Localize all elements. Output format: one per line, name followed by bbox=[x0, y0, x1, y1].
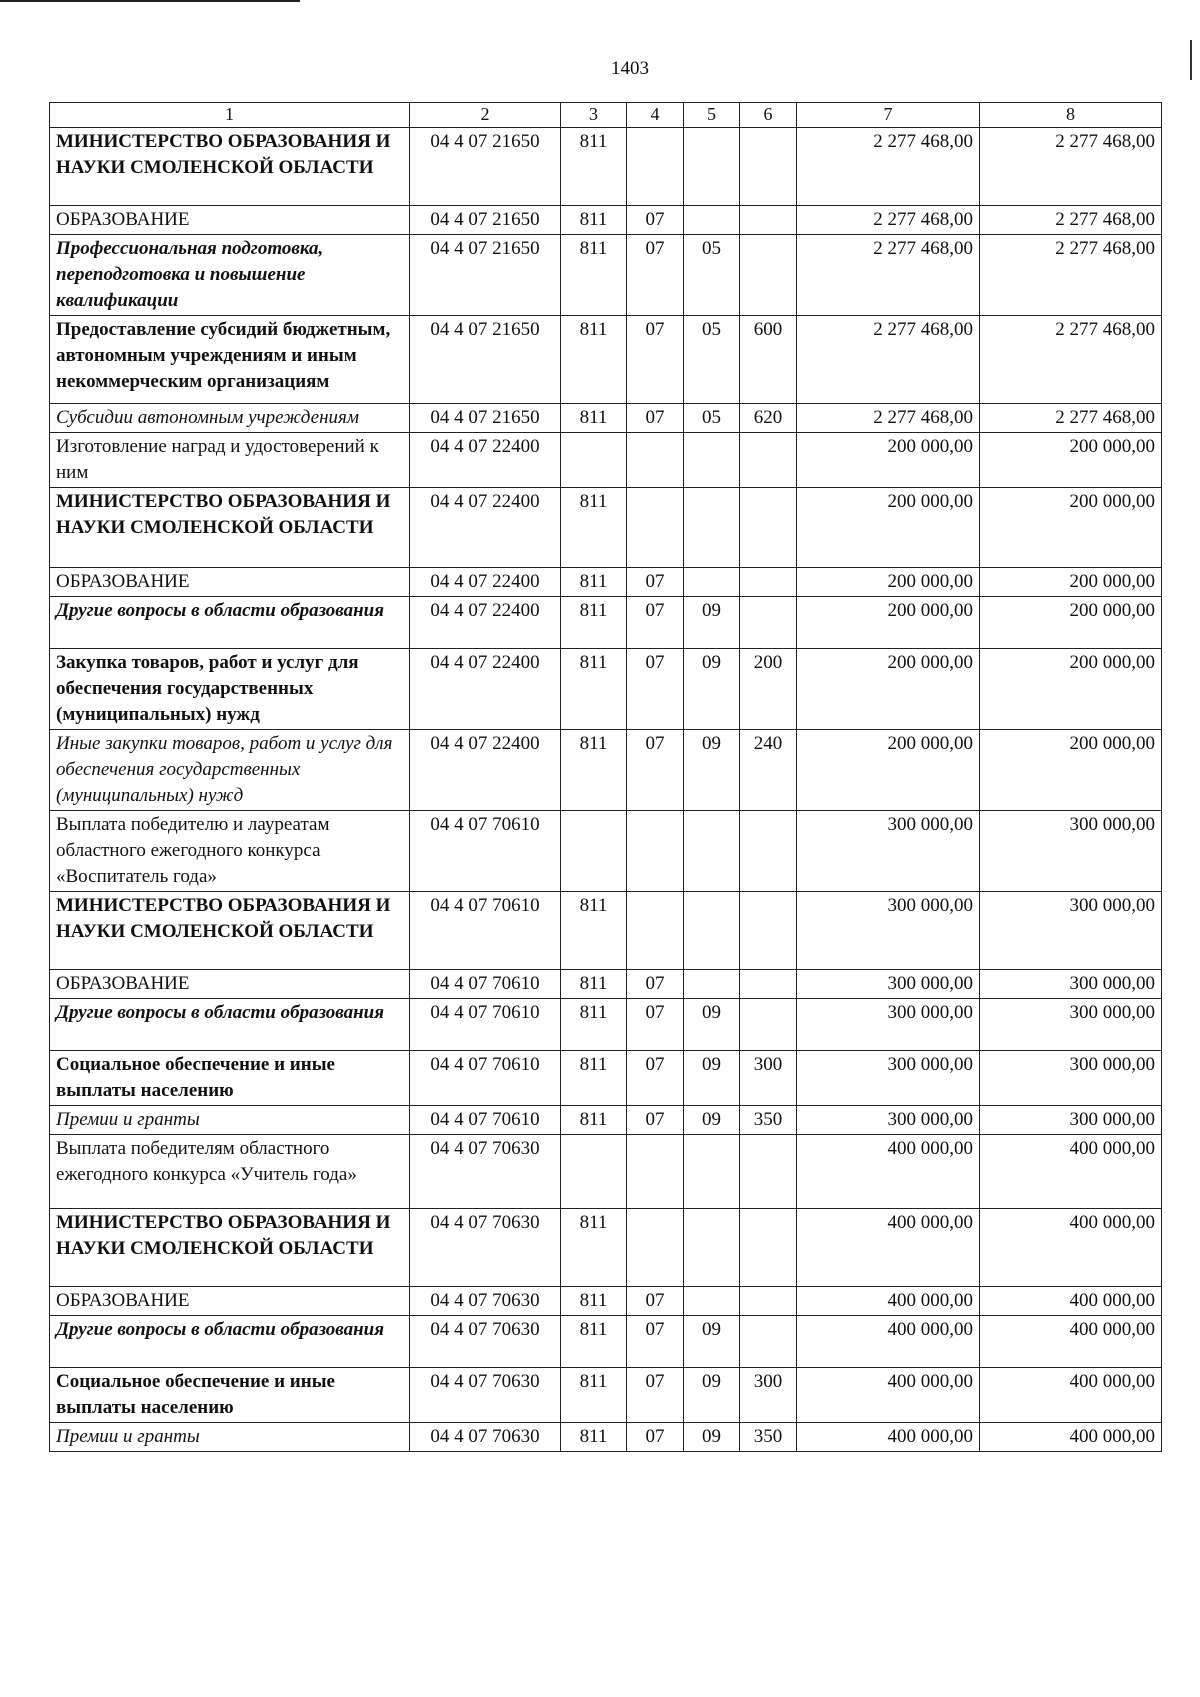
page-number: 1403 bbox=[611, 58, 649, 79]
row-col3-cell: 811 bbox=[561, 316, 627, 404]
row-code-cell: 04 4 07 70610 bbox=[410, 970, 561, 999]
row-amount-2019-cell: 300 000,00 bbox=[797, 970, 980, 999]
header-col-3: 3 bbox=[561, 103, 627, 128]
row-col5-cell bbox=[684, 1209, 740, 1287]
row-col3-cell: 811 bbox=[561, 488, 627, 568]
row-code-cell: 04 4 07 70630 bbox=[410, 1423, 561, 1452]
row-col5-cell: 05 bbox=[684, 235, 740, 316]
row-col5-cell bbox=[684, 488, 740, 568]
row-col4-cell: 07 bbox=[627, 1316, 684, 1368]
row-code-cell: 04 4 07 70630 bbox=[410, 1135, 561, 1209]
row-col3-cell: 811 bbox=[561, 568, 627, 597]
row-col6-cell bbox=[740, 206, 797, 235]
table-row bbox=[50, 1287, 1162, 1316]
row-col4-cell: 07 bbox=[627, 1368, 684, 1423]
row-amount-2020-cell: 400 000,00 bbox=[980, 1423, 1162, 1452]
row-col4-cell: 07 bbox=[627, 1287, 684, 1316]
row-name-cell: Другие вопросы в области образования bbox=[50, 1316, 410, 1368]
row-name-cell: ОБРАЗОВАНИЕ bbox=[50, 568, 410, 597]
row-amount-2020-cell: 2 277 468,00 bbox=[980, 404, 1162, 433]
row-amount-2020-cell: 200 000,00 bbox=[980, 568, 1162, 597]
row-col5-cell: 09 bbox=[684, 597, 740, 649]
row-amount-2019-cell: 200 000,00 bbox=[797, 433, 980, 488]
row-amount-2019-cell: 200 000,00 bbox=[797, 488, 980, 568]
row-amount-2020-cell: 200 000,00 bbox=[980, 730, 1162, 811]
header-col-5: 5 bbox=[684, 103, 740, 128]
header-col-2: 2 bbox=[410, 103, 561, 128]
table-row bbox=[50, 1209, 1162, 1287]
row-code-cell: 04 4 07 70630 bbox=[410, 1316, 561, 1368]
table-row bbox=[50, 1106, 1162, 1135]
row-amount-2020-cell: 300 000,00 bbox=[980, 999, 1162, 1051]
row-name-cell: МИНИСТЕРСТВО ОБРАЗОВАНИЯ И НАУКИ СМОЛЕНСКОЙ ОБЛАСТИ bbox=[50, 128, 410, 206]
row-col5-cell: 09 bbox=[684, 730, 740, 811]
table-row bbox=[50, 316, 1162, 404]
row-amount-2020-cell: 200 000,00 bbox=[980, 488, 1162, 568]
row-col4-cell: 07 bbox=[627, 649, 684, 730]
row-col4-cell: 07 bbox=[627, 235, 684, 316]
row-code-cell: 04 4 07 21650 bbox=[410, 128, 561, 206]
row-col3-cell: 811 bbox=[561, 235, 627, 316]
row-name-cell: Иные закупки товаров, работ и услуг для обеспечения государственных (муниципальных) нужд bbox=[50, 730, 410, 811]
row-col4-cell bbox=[627, 1209, 684, 1287]
row-col4-cell: 07 bbox=[627, 316, 684, 404]
table-row bbox=[50, 404, 1162, 433]
row-amount-2020-cell: 2 277 468,00 bbox=[980, 316, 1162, 404]
row-name-cell: ОБРАЗОВАНИЕ bbox=[50, 970, 410, 999]
row-name-cell: Закупка товаров, работ и услуг для обеспечения государственных (муниципальных) нужд bbox=[50, 649, 410, 730]
row-col4-cell bbox=[627, 433, 684, 488]
row-col3-cell bbox=[561, 433, 627, 488]
row-name-cell: Премии и гранты bbox=[50, 1423, 410, 1452]
table-row bbox=[50, 433, 1162, 488]
row-amount-2020-cell: 300 000,00 bbox=[980, 811, 1162, 892]
table-row bbox=[50, 206, 1162, 235]
row-name-cell: МИНИСТЕРСТВО ОБРАЗОВАНИЯ И НАУКИ СМОЛЕНСКОЙ ОБЛАСТИ bbox=[50, 1209, 410, 1287]
row-amount-2020-cell: 200 000,00 bbox=[980, 597, 1162, 649]
row-col3-cell: 811 bbox=[561, 892, 627, 970]
row-col5-cell bbox=[684, 568, 740, 597]
row-col5-cell: 09 bbox=[684, 1316, 740, 1368]
row-col4-cell: 07 bbox=[627, 730, 684, 811]
row-col6-cell bbox=[740, 1287, 797, 1316]
row-col4-cell bbox=[627, 892, 684, 970]
row-code-cell: 04 4 07 70610 bbox=[410, 1106, 561, 1135]
table-row bbox=[50, 235, 1162, 316]
row-name-cell: ОБРАЗОВАНИЕ bbox=[50, 1287, 410, 1316]
row-col6-cell: 240 bbox=[740, 730, 797, 811]
row-code-cell: 04 4 07 22400 bbox=[410, 488, 561, 568]
table-header-row bbox=[50, 103, 1162, 128]
row-name-cell: Профессиональная подготовка, переподготовка и повышение квалификации bbox=[50, 235, 410, 316]
row-col5-cell: 05 bbox=[684, 404, 740, 433]
row-amount-2019-cell: 200 000,00 bbox=[797, 597, 980, 649]
row-amount-2019-cell: 300 000,00 bbox=[797, 892, 980, 970]
row-col5-cell bbox=[684, 970, 740, 999]
header-col-8: 8 bbox=[980, 103, 1162, 128]
row-amount-2019-cell: 400 000,00 bbox=[797, 1135, 980, 1209]
row-col6-cell bbox=[740, 1135, 797, 1209]
row-col3-cell: 811 bbox=[561, 1316, 627, 1368]
row-name-cell: ОБРАЗОВАНИЕ bbox=[50, 206, 410, 235]
row-amount-2020-cell: 400 000,00 bbox=[980, 1209, 1162, 1287]
table-row bbox=[50, 597, 1162, 649]
row-col3-cell: 811 bbox=[561, 1368, 627, 1423]
row-code-cell: 04 4 07 70610 bbox=[410, 811, 561, 892]
row-col3-cell: 811 bbox=[561, 730, 627, 811]
row-amount-2020-cell: 2 277 468,00 bbox=[980, 235, 1162, 316]
table-row bbox=[50, 1135, 1162, 1209]
row-amount-2020-cell: 200 000,00 bbox=[980, 649, 1162, 730]
row-col5-cell: 09 bbox=[684, 1106, 740, 1135]
row-col6-cell bbox=[740, 1209, 797, 1287]
row-col3-cell: 811 bbox=[561, 404, 627, 433]
row-col6-cell: 350 bbox=[740, 1106, 797, 1135]
row-col3-cell: 811 bbox=[561, 1106, 627, 1135]
row-amount-2020-cell: 400 000,00 bbox=[980, 1135, 1162, 1209]
row-amount-2020-cell: 400 000,00 bbox=[980, 1316, 1162, 1368]
row-code-cell: 04 4 07 22400 bbox=[410, 597, 561, 649]
row-name-cell: Изготовление наград и удостоверений к ним bbox=[50, 433, 410, 488]
row-amount-2019-cell: 300 000,00 bbox=[797, 1106, 980, 1135]
row-amount-2020-cell: 400 000,00 bbox=[980, 1287, 1162, 1316]
row-amount-2020-cell: 300 000,00 bbox=[980, 970, 1162, 999]
row-col5-cell: 05 bbox=[684, 316, 740, 404]
row-col4-cell bbox=[627, 811, 684, 892]
row-col6-cell bbox=[740, 433, 797, 488]
row-name-cell: Социальное обеспечение и иные выплаты населению bbox=[50, 1368, 410, 1423]
row-amount-2019-cell: 300 000,00 bbox=[797, 811, 980, 892]
row-name-cell: Другие вопросы в области образования bbox=[50, 597, 410, 649]
row-code-cell: 04 4 07 22400 bbox=[410, 433, 561, 488]
row-col6-cell: 600 bbox=[740, 316, 797, 404]
row-code-cell: 04 4 07 21650 bbox=[410, 316, 561, 404]
row-col6-cell: 350 bbox=[740, 1423, 797, 1452]
row-amount-2019-cell: 2 277 468,00 bbox=[797, 404, 980, 433]
row-col5-cell bbox=[684, 128, 740, 206]
row-amount-2019-cell: 300 000,00 bbox=[797, 999, 980, 1051]
table-row bbox=[50, 1423, 1162, 1452]
row-col4-cell: 07 bbox=[627, 999, 684, 1051]
row-col5-cell bbox=[684, 206, 740, 235]
row-col3-cell: 811 bbox=[561, 999, 627, 1051]
row-col6-cell bbox=[740, 128, 797, 206]
row-col6-cell: 620 bbox=[740, 404, 797, 433]
header-col-1: 1 bbox=[50, 103, 410, 128]
table-row bbox=[50, 892, 1162, 970]
row-amount-2019-cell: 200 000,00 bbox=[797, 730, 980, 811]
row-name-cell: МИНИСТЕРСТВО ОБРАЗОВАНИЯ И НАУКИ СМОЛЕНСКОЙ ОБЛАСТИ bbox=[50, 892, 410, 970]
row-col3-cell: 811 bbox=[561, 1209, 627, 1287]
row-col3-cell: 811 bbox=[561, 1423, 627, 1452]
row-col5-cell bbox=[684, 433, 740, 488]
row-col4-cell bbox=[627, 128, 684, 206]
table-row bbox=[50, 1051, 1162, 1106]
table-row bbox=[50, 811, 1162, 892]
table-row bbox=[50, 488, 1162, 568]
row-col3-cell: 811 bbox=[561, 128, 627, 206]
row-col5-cell: 09 bbox=[684, 649, 740, 730]
row-col4-cell: 07 bbox=[627, 597, 684, 649]
row-code-cell: 04 4 07 22400 bbox=[410, 649, 561, 730]
row-col6-cell: 300 bbox=[740, 1368, 797, 1423]
row-code-cell: 04 4 07 70610 bbox=[410, 999, 561, 1051]
row-col4-cell: 07 bbox=[627, 404, 684, 433]
row-col4-cell: 07 bbox=[627, 970, 684, 999]
row-col4-cell bbox=[627, 1135, 684, 1209]
row-col3-cell: 811 bbox=[561, 970, 627, 999]
row-code-cell: 04 4 07 22400 bbox=[410, 568, 561, 597]
row-col4-cell: 07 bbox=[627, 206, 684, 235]
row-col3-cell: 811 bbox=[561, 649, 627, 730]
header-col-6: 6 bbox=[740, 103, 797, 128]
row-col4-cell bbox=[627, 488, 684, 568]
row-col6-cell bbox=[740, 568, 797, 597]
row-col6-cell: 200 bbox=[740, 649, 797, 730]
table-row bbox=[50, 128, 1162, 206]
header-col-7: 7 bbox=[797, 103, 980, 128]
row-col5-cell: 09 bbox=[684, 1368, 740, 1423]
row-name-cell: Другие вопросы в области образования bbox=[50, 999, 410, 1051]
row-amount-2019-cell: 400 000,00 bbox=[797, 1368, 980, 1423]
row-col5-cell bbox=[684, 1135, 740, 1209]
row-col6-cell bbox=[740, 892, 797, 970]
row-code-cell: 04 4 07 70630 bbox=[410, 1209, 561, 1287]
row-amount-2020-cell: 400 000,00 bbox=[980, 1368, 1162, 1423]
table-row bbox=[50, 970, 1162, 999]
table-row bbox=[50, 1368, 1162, 1423]
row-amount-2020-cell: 300 000,00 bbox=[980, 1106, 1162, 1135]
row-code-cell: 04 4 07 70630 bbox=[410, 1368, 561, 1423]
row-col5-cell bbox=[684, 892, 740, 970]
row-col6-cell bbox=[740, 235, 797, 316]
row-name-cell: Субсидии автономным учреждениям bbox=[50, 404, 410, 433]
row-name-cell: Выплата победителям областного ежегодного конкурса «Учитель года» bbox=[50, 1135, 410, 1209]
row-name-cell: Премии и гранты bbox=[50, 1106, 410, 1135]
row-amount-2019-cell: 2 277 468,00 bbox=[797, 316, 980, 404]
row-code-cell: 04 4 07 22400 bbox=[410, 730, 561, 811]
row-name-cell: МИНИСТЕРСТВО ОБРАЗОВАНИЯ И НАУКИ СМОЛЕНСКОЙ ОБЛАСТИ bbox=[50, 488, 410, 568]
row-col6-cell bbox=[740, 970, 797, 999]
row-amount-2019-cell: 400 000,00 bbox=[797, 1287, 980, 1316]
row-name-cell: Выплата победителю и лауреатам областного ежегодного конкурса «Воспитатель года» bbox=[50, 811, 410, 892]
row-col3-cell: 811 bbox=[561, 597, 627, 649]
row-code-cell: 04 4 07 70610 bbox=[410, 892, 561, 970]
row-amount-2020-cell: 200 000,00 bbox=[980, 433, 1162, 488]
table-row bbox=[50, 999, 1162, 1051]
row-col3-cell bbox=[561, 811, 627, 892]
row-col5-cell bbox=[684, 1287, 740, 1316]
row-amount-2020-cell: 2 277 468,00 bbox=[980, 128, 1162, 206]
row-amount-2019-cell: 200 000,00 bbox=[797, 649, 980, 730]
row-amount-2019-cell: 400 000,00 bbox=[797, 1423, 980, 1452]
row-col6-cell bbox=[740, 811, 797, 892]
row-code-cell: 04 4 07 70610 bbox=[410, 1051, 561, 1106]
row-code-cell: 04 4 07 21650 bbox=[410, 235, 561, 316]
row-amount-2019-cell: 2 277 468,00 bbox=[797, 235, 980, 316]
row-amount-2019-cell: 2 277 468,00 bbox=[797, 128, 980, 206]
row-col6-cell: 300 bbox=[740, 1051, 797, 1106]
row-col6-cell bbox=[740, 597, 797, 649]
row-col4-cell: 07 bbox=[627, 1051, 684, 1106]
row-col4-cell: 07 bbox=[627, 568, 684, 597]
row-col4-cell: 07 bbox=[627, 1423, 684, 1452]
table-row bbox=[50, 649, 1162, 730]
row-amount-2019-cell: 300 000,00 bbox=[797, 1051, 980, 1106]
row-amount-2019-cell: 200 000,00 bbox=[797, 568, 980, 597]
row-amount-2020-cell: 300 000,00 bbox=[980, 892, 1162, 970]
row-col5-cell: 09 bbox=[684, 1423, 740, 1452]
row-amount-2020-cell: 300 000,00 bbox=[980, 1051, 1162, 1106]
row-col3-cell: 811 bbox=[561, 206, 627, 235]
row-col5-cell: 09 bbox=[684, 999, 740, 1051]
row-amount-2019-cell: 400 000,00 bbox=[797, 1316, 980, 1368]
row-name-cell: Социальное обеспечение и иные выплаты населению bbox=[50, 1051, 410, 1106]
row-amount-2019-cell: 2 277 468,00 bbox=[797, 206, 980, 235]
row-col3-cell bbox=[561, 1135, 627, 1209]
row-code-cell: 04 4 07 21650 bbox=[410, 206, 561, 235]
scan-border-mark bbox=[0, 0, 300, 8]
row-col5-cell: 09 bbox=[684, 1051, 740, 1106]
row-col3-cell: 811 bbox=[561, 1287, 627, 1316]
row-col4-cell: 07 bbox=[627, 1106, 684, 1135]
row-col6-cell bbox=[740, 999, 797, 1051]
table-row bbox=[50, 1316, 1162, 1368]
row-code-cell: 04 4 07 70630 bbox=[410, 1287, 561, 1316]
row-col6-cell bbox=[740, 1316, 797, 1368]
row-amount-2019-cell: 400 000,00 bbox=[797, 1209, 980, 1287]
table-row bbox=[50, 730, 1162, 811]
row-name-cell: Предоставление субсидий бюджетным, автономным учреждениям и иным некоммерческим организациям bbox=[50, 316, 410, 404]
row-amount-2020-cell: 2 277 468,00 bbox=[980, 206, 1162, 235]
header-col-4: 4 bbox=[627, 103, 684, 128]
row-col5-cell bbox=[684, 811, 740, 892]
budget-table bbox=[49, 102, 1162, 1452]
row-code-cell: 04 4 07 21650 bbox=[410, 404, 561, 433]
row-col6-cell bbox=[740, 488, 797, 568]
table-row bbox=[50, 568, 1162, 597]
row-col3-cell: 811 bbox=[561, 1051, 627, 1106]
